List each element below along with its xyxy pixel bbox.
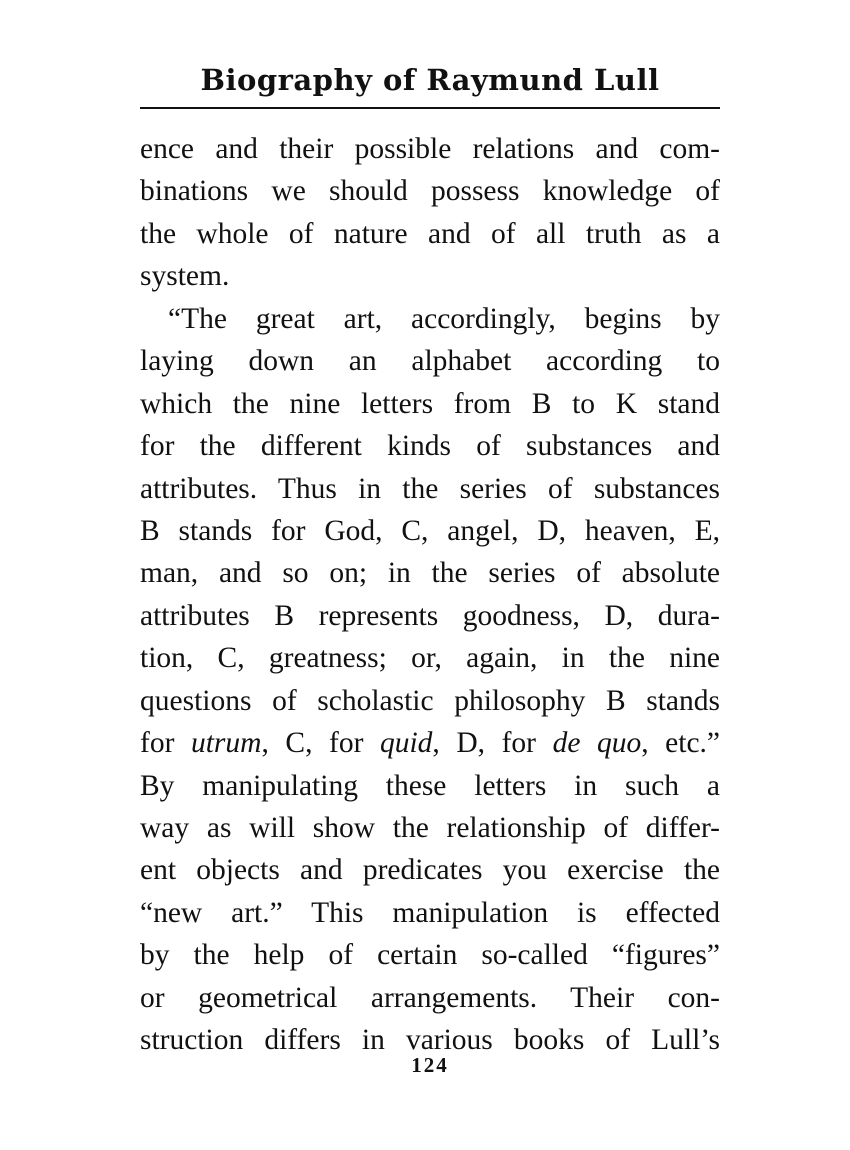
text-segment: , etc.” [641,727,721,760]
text-line: ence and their possible relations and com- [140,133,720,165]
italic-term-de-quo: de quo [552,727,642,760]
text-line: binations we should possess knowledge of [140,175,720,208]
text-line: questions of scholastic philosophy B stands [140,684,720,717]
text-line: tion, C, greatness; or, again, in the nine [140,642,720,675]
text-line: which the nine letters from B to K stand [140,387,720,420]
text-segment: , C, for [261,727,380,760]
text-line: attributes. Thus in the series of substances [140,472,720,505]
italic-term-quid: quid [379,727,433,760]
text-line-with-italics [140,722,720,764]
text-line: By manipulating these letters in such a [140,769,720,802]
text-line: “new art.” This manipulation is effected [140,896,720,929]
running-head: Biography of Raymund Lull [200,63,660,97]
italic-term-utrum: utrum [190,727,262,760]
text-segment: , D, for [432,727,553,760]
text-line: man, and so on; in the series of absolute [140,557,720,590]
header-rule [140,107,720,109]
page-number: 124 [411,1053,449,1077]
text-line: “The great art, accordingly, begins by [168,302,720,335]
text-line: or geometrical arrangements. Their con- [140,981,720,1014]
text-line: struction differs in various books of Lull’s [140,1024,720,1057]
text-line: for the different kinds of substances and [140,430,720,463]
text-segment: for [140,727,191,760]
text-line: ent objects and predicates you exercise the [140,854,720,887]
text-line: B stands for God, C, angel, D, heaven, E, [140,514,720,547]
text-line: by the help of certain so-called “figures” [140,939,720,972]
body-text [140,128,720,1062]
text-line: way as will show the relationship of differ- [140,812,720,844]
text-line: laying down an alphabet according to [140,345,720,378]
text-line: system. [140,260,230,293]
text-line: the whole of nature and of all truth as a [140,217,720,250]
text-line: attributes B represents goodness, D, dura- [140,599,720,632]
